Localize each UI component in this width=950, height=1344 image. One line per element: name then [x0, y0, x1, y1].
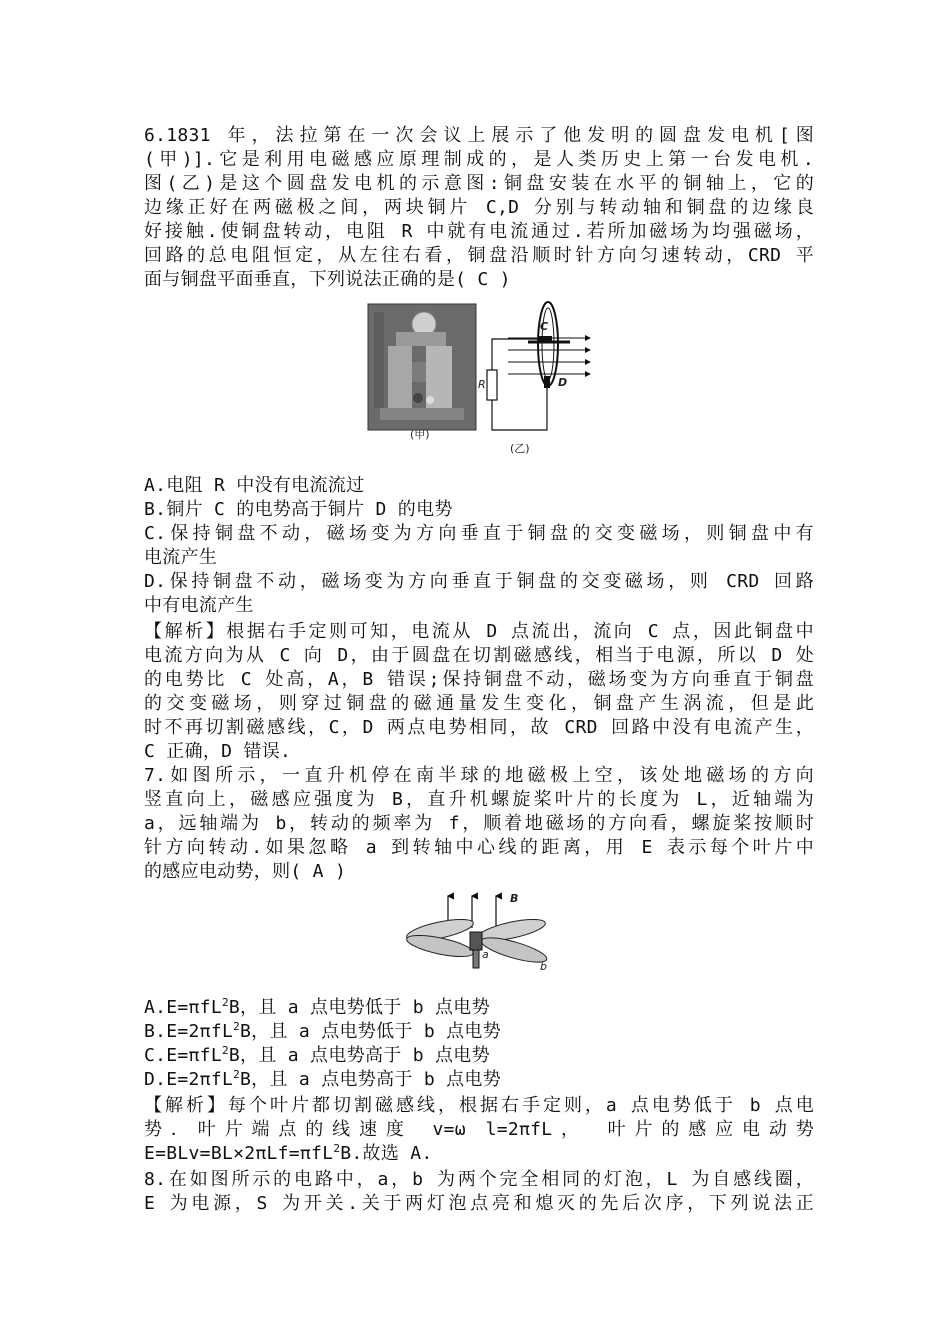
- q7-option-d-pre: D.E=2πfL: [144, 1069, 234, 1090]
- q7-analysis-3-post: B.故选 A.: [340, 1143, 433, 1164]
- q8-line-1: 8.在如图所示的电路中，a，b 为两个完全相同的灯泡，L 为自感线圈，: [144, 1169, 814, 1190]
- q6-analysis-4: 的交变磁场，则穿过铜盘的磁通量发生变化，铜盘产生涡流，但是此: [144, 693, 814, 714]
- q6-analysis-5: 时不再切割磁感线，C，D 两点电势相同，故 CRD 回路中没有电流产生，: [144, 717, 814, 738]
- q6-analysis-1: 【解析】根据右手定则可知，电流从 D 点流出，流向 C 点，因此铜盘中: [144, 621, 814, 642]
- q6-option-d: D.保持铜盘不动，磁场变为方向垂直于铜盘的交变磁场，则 CRD 回路: [144, 571, 814, 592]
- q7-option-c-post: B，且 a 点电势高于 b 点电势: [228, 1045, 490, 1066]
- q6-figure-yi: [478, 298, 606, 458]
- q7-analysis-3-sup: 2: [333, 1142, 341, 1155]
- q6-line-1: 6.1831 年，法拉第在一次会议上展示了他发明的圆盘发电机[图: [144, 125, 814, 146]
- label-b: b: [540, 960, 547, 973]
- q6-line-5: 好接触.使铜盘转动，电阻 R 中就有电流通过.若所加磁场为均强磁场，: [144, 221, 814, 242]
- q6-line-3: 图(乙)是这个圆盘发电机的示意图:铜盘安装在水平的铜轴上，它的: [144, 173, 814, 194]
- q6-option-c-cont: 电流产生: [144, 547, 218, 568]
- q7-line-2: 竖直向上，磁感应强度为 B，直升机螺旋桨叶片的长度为 L，近轴端为: [144, 789, 814, 810]
- q7-line-5: 的感应电动势，则( A ): [144, 861, 347, 882]
- q7-option-b-post: B，且 a 点电势低于 b 点电势: [240, 1021, 502, 1042]
- q7-analysis-3-pre: E=BLv=BL×2πLf=πfL: [144, 1143, 334, 1164]
- q7-option-a-sup: 2: [221, 996, 229, 1009]
- q7-analysis-1: 【解析】每个叶片都切割磁感线，根据右手定则，a 点电势低于 b 点电: [144, 1095, 814, 1116]
- q6-analysis-2: 电流方向为从 C 向 D，由于圆盘在切割磁感线，相当于电源，所以 D 处: [144, 645, 814, 666]
- q7-option-d-sup: 2: [233, 1068, 241, 1081]
- q6-analysis-6: C 正确，D 错误.: [144, 741, 292, 762]
- q6-analysis-3: 的电势比 C 处高，A，B 错误;保持铜盘不动，磁场变为方向垂直于铜盘: [144, 669, 814, 690]
- label-B: B: [510, 892, 519, 905]
- q6-option-c: C.保持铜盘不动，磁场变为方向垂直于铜盘的交变磁场，则铜盘中有: [144, 523, 814, 544]
- q6-line-4: 边缘正好在两磁极之间，两块铜片 C,D 分别与转动轴和铜盘的边缘良: [144, 197, 814, 218]
- q6-option-d-cont: 中有电流产生: [144, 595, 254, 616]
- q7-option-c: [144, 1044, 814, 1068]
- q7-option-b-sup: 2: [233, 1020, 241, 1033]
- label-yi: (乙): [510, 442, 530, 455]
- q7-option-b-pre: B.E=2πfL: [144, 1021, 234, 1042]
- disk-generator-photo: [366, 302, 478, 440]
- q6-figure-jia: [366, 302, 478, 440]
- q6-line-6: 回路的总电阻恒定，从左往右看，铜盘沿顺时针方向匀速转动，CRD 平: [144, 245, 814, 266]
- q7-option-d-post: B，且 a 点电势高于 b 点电势: [240, 1069, 502, 1090]
- q7-line-1: 7.如图所示，一直升机停在南半球的地磁极上空，该处地磁场的方向: [144, 765, 814, 786]
- label-a: a: [482, 948, 489, 961]
- q7-option-d: [144, 1068, 814, 1092]
- q7-option-b: [144, 1020, 814, 1044]
- label-jia: (甲): [410, 428, 430, 441]
- q7-figure-propeller: [404, 890, 558, 978]
- q6-line-2: (甲)].它是利用电磁感应原理制成的，是人类历史上第一台发电机.: [144, 149, 814, 170]
- q7-analysis-2: 势．叶片端点的线速度 v=ω l=2πfL， 叶片的感应电动势: [144, 1119, 814, 1140]
- q6-option-a: A.电阻 R 中没有电流流过: [144, 475, 365, 496]
- q7-option-c-sup: 2: [221, 1044, 229, 1057]
- q7-option-a-pre: A.E=πfL: [144, 997, 222, 1018]
- label-C: C: [540, 320, 549, 333]
- q7-line-4: 针方向转动.如果忽略 a 到转轴中心线的距离，用 E 表示每个叶片中: [144, 837, 814, 858]
- q6-option-b: B.铜片 C 的电势高于铜片 D 的电势: [144, 499, 453, 520]
- q7-analysis-3: [144, 1142, 814, 1166]
- q7-option-c-pre: C.E=πfL: [144, 1045, 222, 1066]
- q6-line-7: 面与铜盘平面垂直，下列说法正确的是( C ): [144, 269, 511, 290]
- q7-line-3: a，远轴端为 b，转动的频率为 f，顺着地磁场的方向看，螺旋桨按顺时: [144, 813, 814, 834]
- q8-line-2: E 为电源，S 为开关.关于两灯泡点亮和熄灭的先后次序，下列说法正: [144, 1193, 814, 1214]
- q7-option-a: [144, 996, 814, 1020]
- label-D: D: [558, 376, 568, 389]
- propeller-diagram: [404, 890, 558, 978]
- q7-option-a-post: B，且 a 点电势低于 b 点电势: [228, 997, 490, 1018]
- label-R: R: [478, 378, 486, 391]
